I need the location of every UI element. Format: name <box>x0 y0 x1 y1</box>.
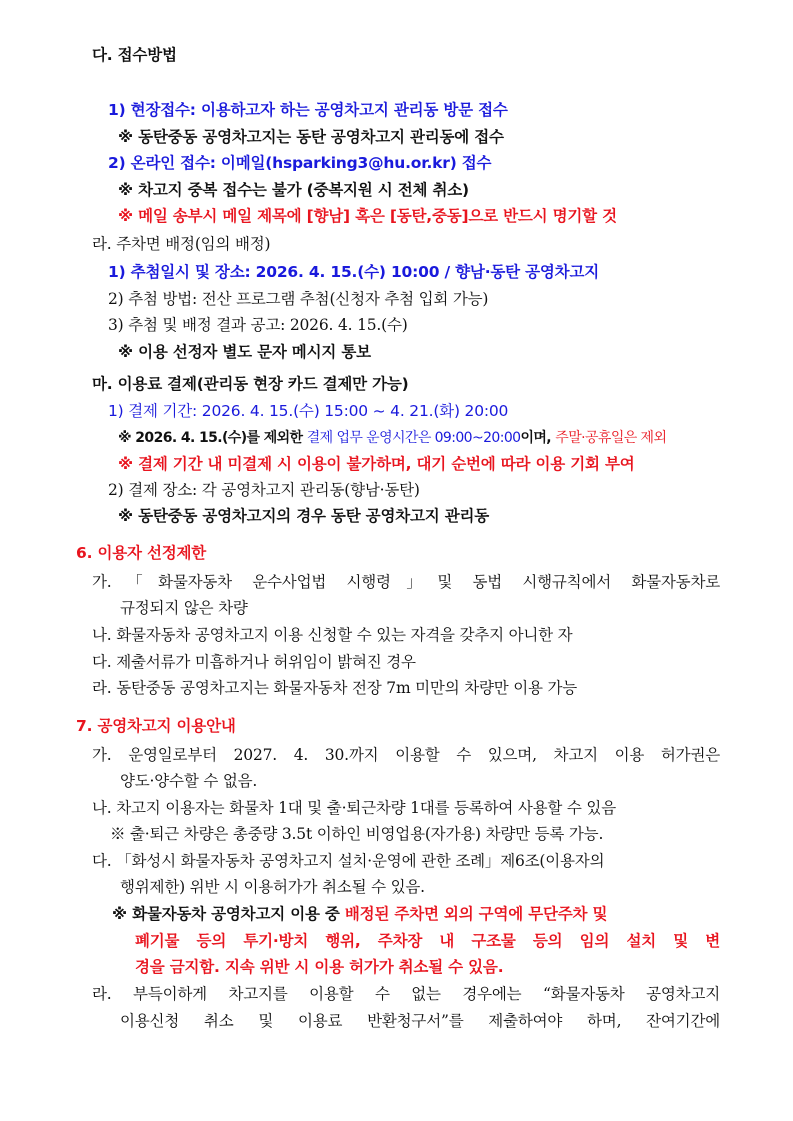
warning-prefix: ※ 화물자동차 공영차고지 이용 중 <box>112 905 345 923</box>
section7-warning-line2: 폐기물 등의 투기·방치 행위, 주차장 내 구조물 등의 임의 설치 및 변 <box>135 932 720 950</box>
payment-period: 1) 결제 기간: 2026. 4. 15.(수) 15:00 ~ 4. 21.(화) 20:00 <box>108 402 509 420</box>
receipt-note-duplicate: ※ 차고지 중복 접수는 불가 (중복지원 시 전체 취소) <box>118 181 469 199</box>
receipt-note-dongtan: ※ 동탄중동 공영차고지는 동탄 공영차고지 관리동에 접수 <box>118 128 504 146</box>
receipt-onsite: 1) 현장접수: 이용하고자 하는 공영차고지 관리동 방문 접수 <box>108 101 508 119</box>
assignment-note-sms: ※ 이용 선정자 별도 문자 메시지 통보 <box>118 343 371 361</box>
section7-ga-line1: 가. 운영일로부터 2027. 4. 30.까지 이용할 수 있으며, 차고지 이용 허가권은 <box>92 746 720 764</box>
section6-heading: 6. 이용자 선정제한 <box>76 544 207 562</box>
section7-ra-line2: 이용신청 취소 및 이용료 반환청구서”를 제출하여야 하며, 잔여기간에 <box>120 1012 720 1030</box>
assignment-draw-method: 2) 추첨 방법: 전산 프로그램 추첨(신청자 추첨 입회 가능) <box>108 290 489 308</box>
payment-unpaid-note: ※ 결제 기간 내 미결제 시 이용이 불가하며, 대기 순번에 따라 이용 기회 부여 <box>118 455 635 473</box>
section7-ga-line2: 양도·양수할 수 없음. <box>120 772 258 790</box>
receipt-online: 2) 온라인 접수: 이메일(hsparking3@hu.or.kr) 접수 <box>108 154 492 172</box>
warning-highlight: 배정된 주차면 외의 구역에 무단주차 및 <box>344 905 608 923</box>
payment-hours-note-mid: 이며, <box>520 430 556 446</box>
section6-ga-line1: 가.「화물자동차 운수사업법 시행령」및 동법 시행규칙에서 화물자동차로 <box>92 573 720 591</box>
section6-na: 나. 화물자동차 공영차고지 이용 신청할 수 있는 자격을 갖추지 아니한 자 <box>92 626 573 644</box>
section7-na-note: ※ 출·퇴근 차량은 총중량 3.5t 이하인 비영업용(자가용) 차량만 등록 가능. <box>110 825 604 843</box>
payment-hours-note <box>118 427 666 449</box>
section7-warning-line1 <box>112 903 607 925</box>
section6-da: 다. 제출서류가 미흡하거나 허위임이 밝혀진 경우 <box>92 653 416 671</box>
section7-heading: 7. 공영차고지 이용안내 <box>76 717 236 735</box>
section6-ga-line2: 규정되지 않은 차량 <box>120 599 248 617</box>
section7-na: 나. 차고지 이용자는 화물차 1대 및 출·퇴근차량 1대를 등록하여 사용할 수 있음 <box>92 799 616 817</box>
section7-warning-line3: 경을 금지함. 지속 위반 시 이용 허가가 취소될 수 있음. <box>135 958 504 976</box>
payment-holiday-exclusion: 주말·공휴일은 제외 <box>555 430 667 446</box>
section6-ra: 라. 동탄중동 공영차고지는 화물자동차 전장 7m 미만의 차량만 이용 가능 <box>92 679 578 697</box>
payment-location-note: ※ 동탄중동 공영차고지의 경우 동탄 공영차고지 관리동 <box>118 507 490 525</box>
assignment-result-notice: 3) 추첨 및 배정 결과 공고: 2026. 4. 15.(수) <box>108 316 408 334</box>
payment-hours: 결제 업무 운영시간은 09:00~20:00 <box>306 430 521 446</box>
section7-da-line2: 행위제한) 위반 시 이용허가가 취소될 수 있음. <box>120 878 425 896</box>
payment-hours-note-prefix: ※ 2026. 4. 15.(수)를 제외한 <box>118 430 307 446</box>
section-heading-assignment: 라. 주차면 배정(임의 배정) <box>92 235 271 253</box>
assignment-draw-datetime: 1) 추첨일시 및 장소: 2026. 4. 15.(수) 10:00 / 향남·동탄 공영차고지 <box>108 263 599 281</box>
section-heading-payment: 마. 이용료 결제(관리동 현장 카드 결제만 가능) <box>92 375 409 393</box>
section-heading-receipt: 다. 접수방법 <box>92 46 177 64</box>
section7-da-line1: 다. 「화성시 화물자동차 공영차고지 설치·운영에 관한 조례」제6조(이용자의 <box>92 852 605 870</box>
receipt-note-mail-subject: ※ 메일 송부시 메일 제목에 [향남] 혹은 [동탄,중동]으로 반드시 명기할 것 <box>118 207 617 225</box>
section7-ra-line1: 라. 부득이하게 차고지를 이용할 수 없는 경우에는 “화물자동차 공영차고지 <box>92 985 720 1003</box>
payment-location: 2) 결제 장소: 각 공영차고지 관리동(향남·동탄) <box>108 481 420 499</box>
